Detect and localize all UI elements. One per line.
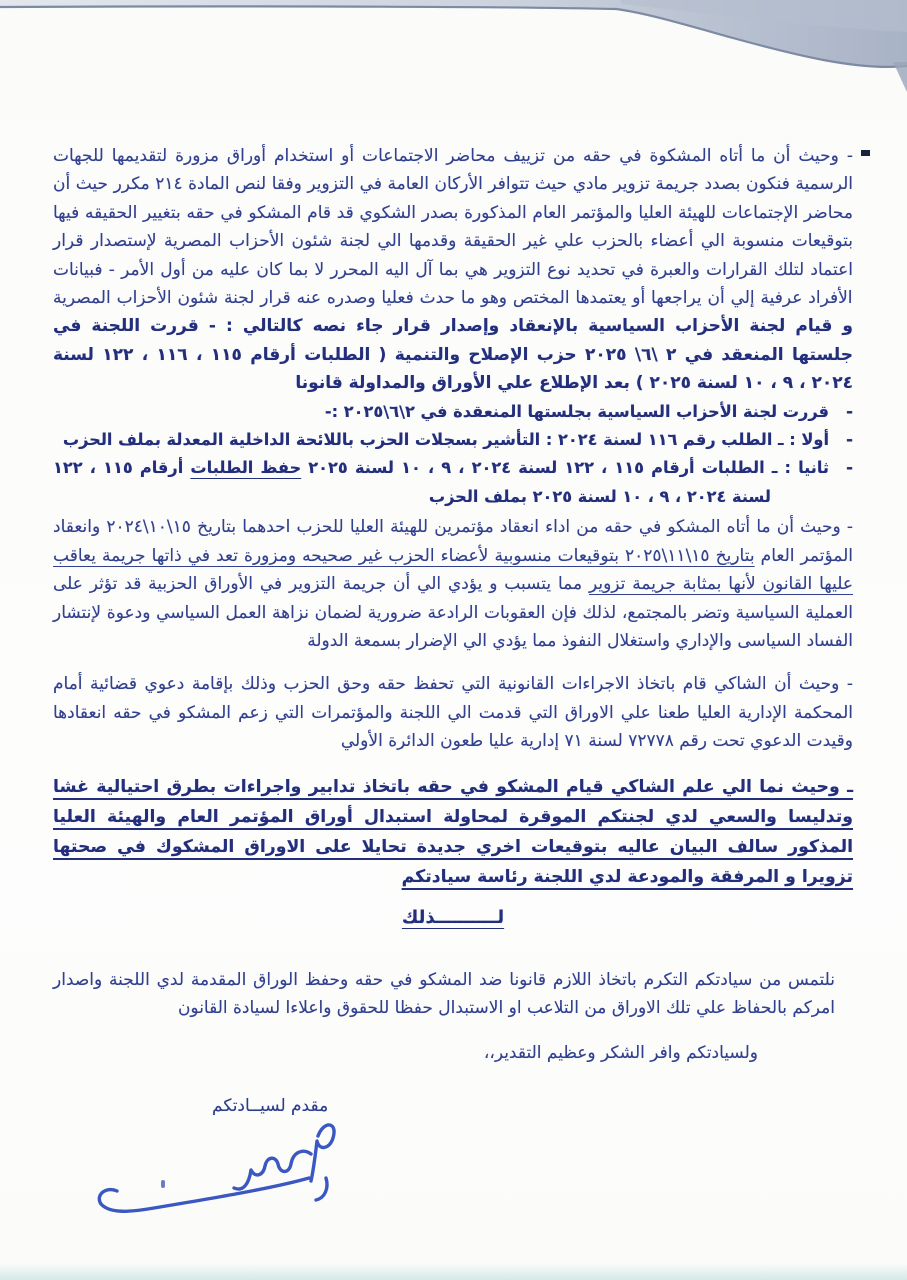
paragraph-text-bold: و قيام لجنة الأحزاب السياسية بالإنعقاد وإصدار قرار جاء نصه كالتالي : - قررت اللجنة في جلستها المنعقد في ٢ \٦\ ٢٠٢٥ حزب الإصلاح والتنمية ( الطلبات أرقام ١١٥ ، ١١٦ ، ١٢٢ لسنة ٢٠٢٤ ، ٩ ، ١٠ لسنة ٢٠٢٥ ) بعد الإطلاع علي الأوراق والمداولة قانونا: [53, 316, 853, 394]
square-bullet-icon: [861, 150, 870, 156]
paragraph-request: نلتمس من سيادتكم التكرم باتخاذ اللازم قانونا ضد المشكو في حقه وحفظ الوراق المقدمة لدي اللجنة واصدار امركم بالحفاظ علي تلك الاوراق من التلاعب او الاستبدال حفظا للحقوق واعلاءا لسيادة القانون: [53, 969, 835, 1019]
paragraph-text-underlined: بتاريخ ١٥\١١\٢٠٢٥ بتوقيعات منسوبية لأعضاء الحزب غير صحيحه ومزورة تعد في ذاتها جريمة يعاقب عليها القانون لأنها بمثابة جريمة تزوير: [53, 545, 853, 595]
list-item-first-request: [53, 426, 853, 454]
dash-bullet-icon: -: [845, 430, 853, 451]
list-item-text: [53, 454, 829, 511]
scan-artifact-bottom: [0, 1263, 907, 1280]
list-item-text: قررت لجنة الأحزاب السياسية بجلستها المنعقدة في ٢\٦\٢٠٢٥ :-: [324, 401, 829, 421]
closing-line: ولسيادتكم وافر الشكر وعظيم التقدير،،: [483, 1042, 758, 1063]
paragraph-forgery-allegation: [53, 142, 853, 398]
list-item-second-request: [53, 454, 853, 511]
paragraph-text: مما يتسبب و يؤدي الي أن جريمة التزوير في الأوراق الحزبية قد تؤثر على العملية السياسية وتضر بالمجتمع، لذلك فإن العقوبات الرادعة ضرورية لضمان نزاهة العمل السياسي ودعوة لإنتشار الفساد السياسى والإداري واستغلال النفوذ مما يؤدي الي الإضرار بسمعة الدولة: [53, 574, 853, 651]
therefore-heading: [53, 904, 853, 932]
dash-bullet-icon: -: [845, 458, 853, 479]
list-item-text-pre: ثانيا : ـ الطلبات أرقام ١١٥ ، ١٢٢ لسنة ٢٠٢٤ ، ٩ ، ١٠ لسنة ٢٠٢٥: [301, 458, 830, 478]
signature-scribble: [82, 1112, 350, 1242]
list-item-text-post: أرقام ١١٥ ، ١٢٢ لسنة ٢٠٢٤ ، ٩ ، ١٠ لسنة ٢٠٢٥ بملف الحزب: [53, 458, 771, 506]
dash-bullet-icon: -: [845, 401, 853, 422]
paragraph-fraud-attempt: ـ وحيث نما الي علم الشاكي قيام المشكو في حقه باتخاذ تدابير واجراءات بطرق احتيالية غشا وتدليسا والسعي لدي لجنتكم الموقرة لمحاولة استبدال أوراق المؤتمر العام والهيئة العليا المذكور سالف البيان عاليه بتوقيعات اخري جديدة تحايلا على الاوراق المشكوك في صحتها تزويرا و المرفقة والمودعة لدي اللجنة رئاسة سيادتكم: [53, 776, 853, 887]
paragraph-text: - وحيث أن ما أتاه المشكوة في حقه من تزييف محاضر الاجتماعات أو استخدام أوراق مزورة لتقديمها للجهات الرسمية فنكون بصدد جريمة تزوير مادي حيث تتوافر الأركان العامة في التزوير وفقا لنص المادة ٢١٤ مكرر حيث أن محاضر الإجتماعات للهيئة العليا والمؤتمر العام المذكورة بصدر الشكوي قد قام المشكو في حقه بتغيير الحقيقه فيها بتوقيعات منسوبة الي أعضاء بالحزب علي غير الحقيقة وقدمها الي لجنة شئون الأحزاب المصرية لإستصدار قرار اعتماد لتلك القرارات والعبرة في تحديد نوع التزوير هي بما آل اليه المحرر لا بما كان عليه من أول الأمر - فبيانات الأفراد عرفية إلي أن يراجعها أو يعتمدها المختص وهو ما حدث فعليا وصدره عنه قرار لجنة شئون الأحزاب المصرية: [53, 146, 853, 309]
list-item-text: أولا : ـ الطلب رقم ١١٦ لسنة ٢٠٢٤ : التأشير بسجلات الحزب باللائحة الداخلية المعدلة بملف الحزب: [62, 430, 829, 450]
paragraph-lawsuit: - وحيث أن الشاكي قام باتخاذ الاجراءات القانونية التي تحفظ حقه وحق الحزب وذلك بإقامة دعوي قضائية أمام المحكمة الإدارية العليا طعنا علي الاوراق التي قدمت الي اللجنة والمؤتمرات التي زعم المشكو في حقه انعقادها وقيدت الدعوي تحت رقم ٧٢٧٧٨ لسنة ٧١ إدارية عليا طعون الدائرة الأولي: [53, 674, 853, 752]
therefore-word: لــــــــــذلك: [401, 906, 505, 928]
paragraph-text: - وحيث أن ما أتاه المشكو في حقه من اداء انعقاد مؤتمرين للهيئة العليا للحزب احدهما بتاريخ ١٥\١٠\٢٠٢٤ وانعقاد المؤتمر العام: [53, 517, 853, 566]
document-body: [53, 142, 853, 1067]
list-item-committee-decision: [53, 398, 853, 426]
ink-speck: [161, 1180, 165, 1188]
list-item-text-underlined: حفظ الطلبات: [190, 458, 302, 478]
submitted-by-label: مقدم لسيــادتكم: [212, 1096, 329, 1116]
scan-artifact-top: [0, 0, 907, 95]
paragraph-conferences-forged: [53, 513, 853, 655]
